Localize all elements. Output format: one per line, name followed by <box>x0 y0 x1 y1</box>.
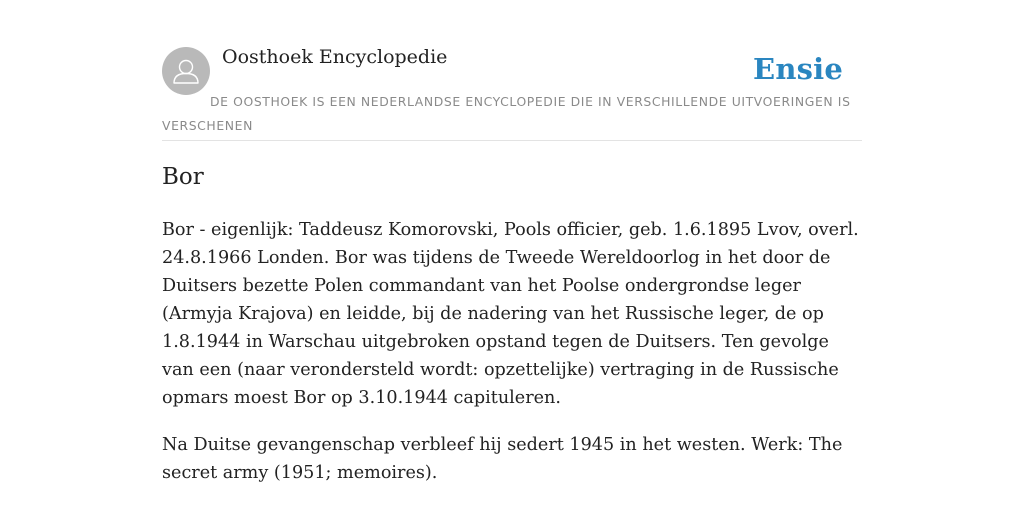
article-body <box>162 216 862 506</box>
page <box>162 0 862 483</box>
user-silhouette-icon <box>162 47 210 95</box>
article-paragraph: Na Duitse gevangenschap verbleef hij sedert 1945 in het westen. Werk: The secret army (1951; memoires). <box>162 435 843 483</box>
article-title: Bor <box>162 164 204 190</box>
site-tagline: DE OOSTHOEK IS EEN NEDERLANDSE ENCYCLOPEDIE DIE IN VERSCHILLENDE UITVOERINGEN IS VERSCHENEN <box>162 94 851 133</box>
user-avatar-icon[interactable] <box>162 47 210 95</box>
header <box>162 0 862 141</box>
article-paragraph: Bor - eigenlijk: Taddeusz Komorovski, Pools officier, geb. 1.6.1895 Lvov, overl. 24.8.1966 Londen. Bor was tijdens de Tweede Wereldoorlog in het door de Duitsers bezette Polen commandant van het Poolse ondergrondse leger (Armyja Krajova) en leidde, bij de nadering van het Russische leger, de op 1.8.1944 in Warschau uitgebroken opstand tegen de Duitsers. Ten gevolge van een (naar verondersteld wordt: opzettelijke) vertraging in de Russische opmars moest Bor op 3.10.1944 capituleren. <box>162 220 859 408</box>
site-name[interactable]: Oosthoek Encyclopedie <box>222 46 448 68</box>
brand-logo[interactable]: Ensie <box>753 52 843 86</box>
